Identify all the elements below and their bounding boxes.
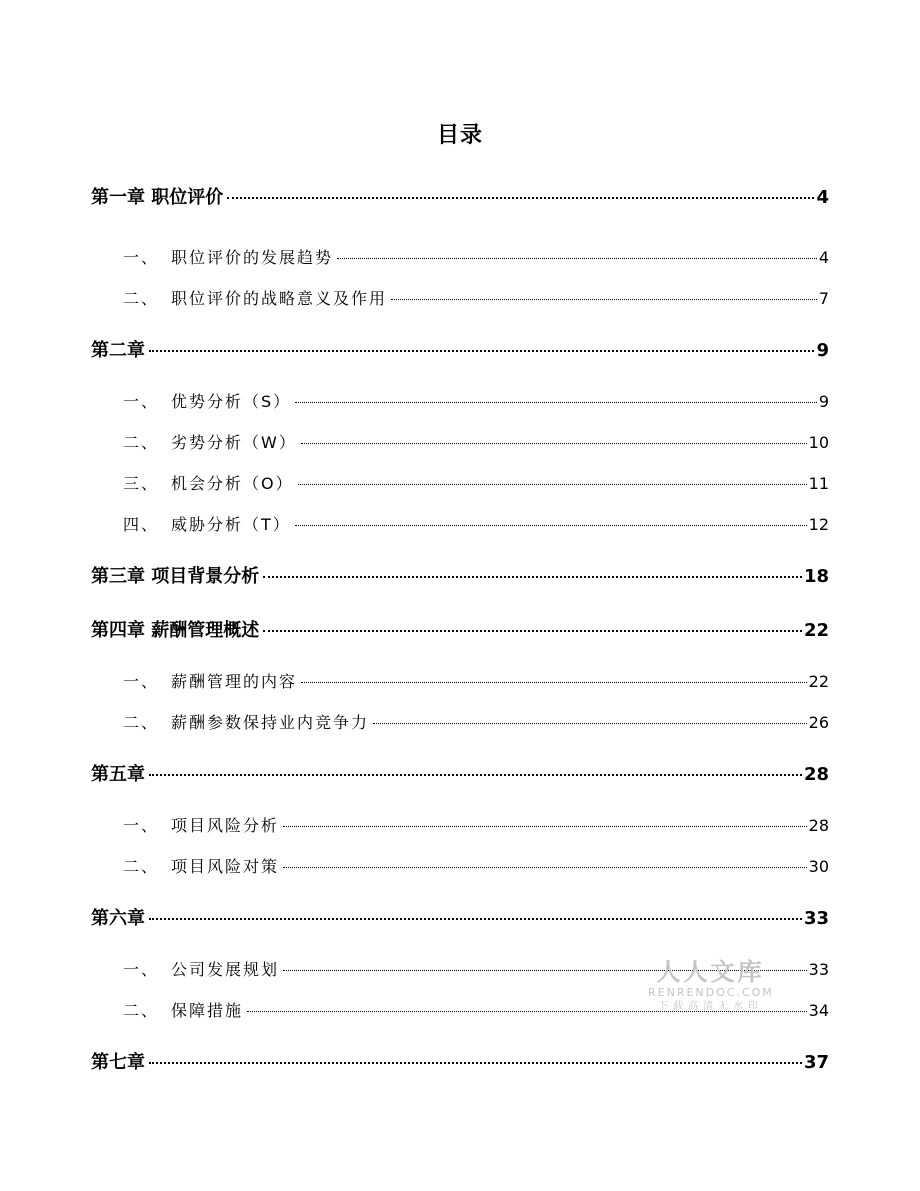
dot-leader — [149, 774, 802, 776]
page-title: 目录 — [436, 123, 483, 148]
toc-section-2-1[interactable] — [91, 389, 829, 412]
toc-entry-title: 第三章 项目背景分析 — [91, 566, 260, 587]
dot-leader — [295, 525, 807, 526]
toc-page-number: 26 — [808, 713, 829, 732]
toc-page-number: 9 — [816, 340, 829, 361]
toc-entry-title: 第二章 — [91, 340, 145, 361]
toc-section-4-2[interactable] — [91, 710, 829, 733]
toc-page-number: 22 — [808, 672, 829, 691]
dot-leader — [263, 630, 802, 632]
toc-entry-title: 公司发展规划 — [171, 960, 280, 979]
toc-page-number: 30 — [808, 857, 829, 876]
toc-entry-title: 职位评价的发展趋势 — [171, 248, 334, 267]
toc-page-number: 4 — [818, 248, 829, 267]
watermark-domain: RENRENDOC.COM — [648, 986, 774, 999]
dot-leader — [149, 350, 814, 352]
toc-page-number: 9 — [818, 392, 829, 411]
toc-page-number: 33 — [803, 908, 829, 929]
dot-leader — [283, 867, 807, 868]
toc-section-5-2[interactable] — [91, 854, 829, 877]
toc-entry-title: 第七章 — [91, 1052, 145, 1073]
dot-leader — [295, 402, 817, 403]
toc-entry-title: 项目风险分析 — [171, 816, 280, 835]
toc-entry-number: 二、 — [123, 433, 160, 452]
toc-entry-title: 第五章 — [91, 764, 145, 785]
toc-page-number: 34 — [808, 1001, 829, 1020]
toc-entry-number: 一、 — [123, 248, 160, 267]
dot-leader — [227, 197, 814, 199]
dot-leader — [283, 826, 807, 827]
toc-page-number: 33 — [808, 960, 829, 979]
toc-page-number: 7 — [818, 289, 829, 308]
toc-chapter-1[interactable] — [91, 183, 829, 209]
watermark — [648, 958, 773, 1014]
dot-leader — [301, 443, 807, 444]
toc-section-4-1[interactable] — [91, 669, 829, 692]
toc-entry-title: 第一章 职位评价 — [91, 187, 224, 208]
toc-entry-title: 第六章 — [91, 908, 145, 929]
toc-section-2-2[interactable] — [91, 430, 829, 453]
toc-entry-title: 薪酬参数保持业内竞争力 — [171, 713, 370, 732]
toc-page-number: 10 — [808, 433, 829, 452]
toc-entry-title: 第四章 薪酬管理概述 — [91, 620, 260, 641]
dot-leader — [149, 1062, 802, 1064]
dot-leader — [298, 484, 807, 485]
toc-page-number: 28 — [803, 764, 829, 785]
toc-entry-title: 优势分析（S） — [171, 392, 292, 411]
toc-entry-title: 机会分析（O） — [171, 474, 294, 493]
toc-chapter-4[interactable] — [91, 616, 829, 642]
toc-section-1-1[interactable] — [91, 245, 829, 268]
toc-page-number: 11 — [808, 474, 829, 493]
dot-leader — [301, 682, 807, 683]
watermark-brand: 人人文库 — [656, 958, 765, 986]
toc-entry-number: 一、 — [123, 672, 160, 691]
toc-chapter-7[interactable] — [91, 1048, 829, 1074]
dot-leader — [373, 723, 807, 724]
dot-leader — [337, 258, 817, 259]
toc-entry-title: 项目风险对策 — [171, 857, 280, 876]
toc-entry-number: 一、 — [123, 960, 160, 979]
toc-section-5-1[interactable] — [91, 813, 829, 836]
watermark-slogan: 下载高清无水印 — [658, 1001, 763, 1012]
toc-page-number: 18 — [803, 566, 829, 587]
dot-leader — [263, 576, 802, 578]
toc-entry-number: 四、 — [123, 515, 160, 534]
toc-entry-number: 二、 — [123, 857, 160, 876]
toc-chapter-2[interactable] — [91, 336, 829, 362]
toc-chapter-6[interactable] — [91, 904, 829, 930]
toc-entry-number: 一、 — [123, 392, 160, 411]
toc-page-number: 37 — [803, 1052, 829, 1073]
toc-section-1-2[interactable] — [91, 286, 829, 309]
dot-leader — [149, 918, 802, 920]
toc-page-number: 4 — [816, 187, 829, 208]
toc-entry-title: 保障措施 — [171, 1001, 244, 1020]
toc-entry-number: 二、 — [123, 1001, 160, 1020]
toc-page-number: 12 — [808, 515, 829, 534]
toc-page-number: 28 — [808, 816, 829, 835]
toc-section-2-4[interactable] — [91, 512, 829, 535]
toc-entry-title: 劣势分析（W） — [171, 433, 297, 452]
toc-chapter-3[interactable] — [91, 562, 829, 588]
toc-page-number: 22 — [803, 620, 829, 641]
toc-entry-number: 二、 — [123, 289, 160, 308]
toc-entry-title: 薪酬管理的内容 — [171, 672, 298, 691]
toc-chapter-5[interactable] — [91, 760, 829, 786]
toc-entry-title: 职位评价的战略意义及作用 — [171, 289, 388, 308]
dot-leader — [391, 299, 817, 300]
toc-entry-number: 一、 — [123, 816, 160, 835]
toc-entry-number: 二、 — [123, 713, 160, 732]
toc-section-2-3[interactable] — [91, 471, 829, 494]
toc-entry-number: 三、 — [123, 474, 160, 493]
toc-entry-title: 威胁分析（T） — [171, 515, 291, 534]
